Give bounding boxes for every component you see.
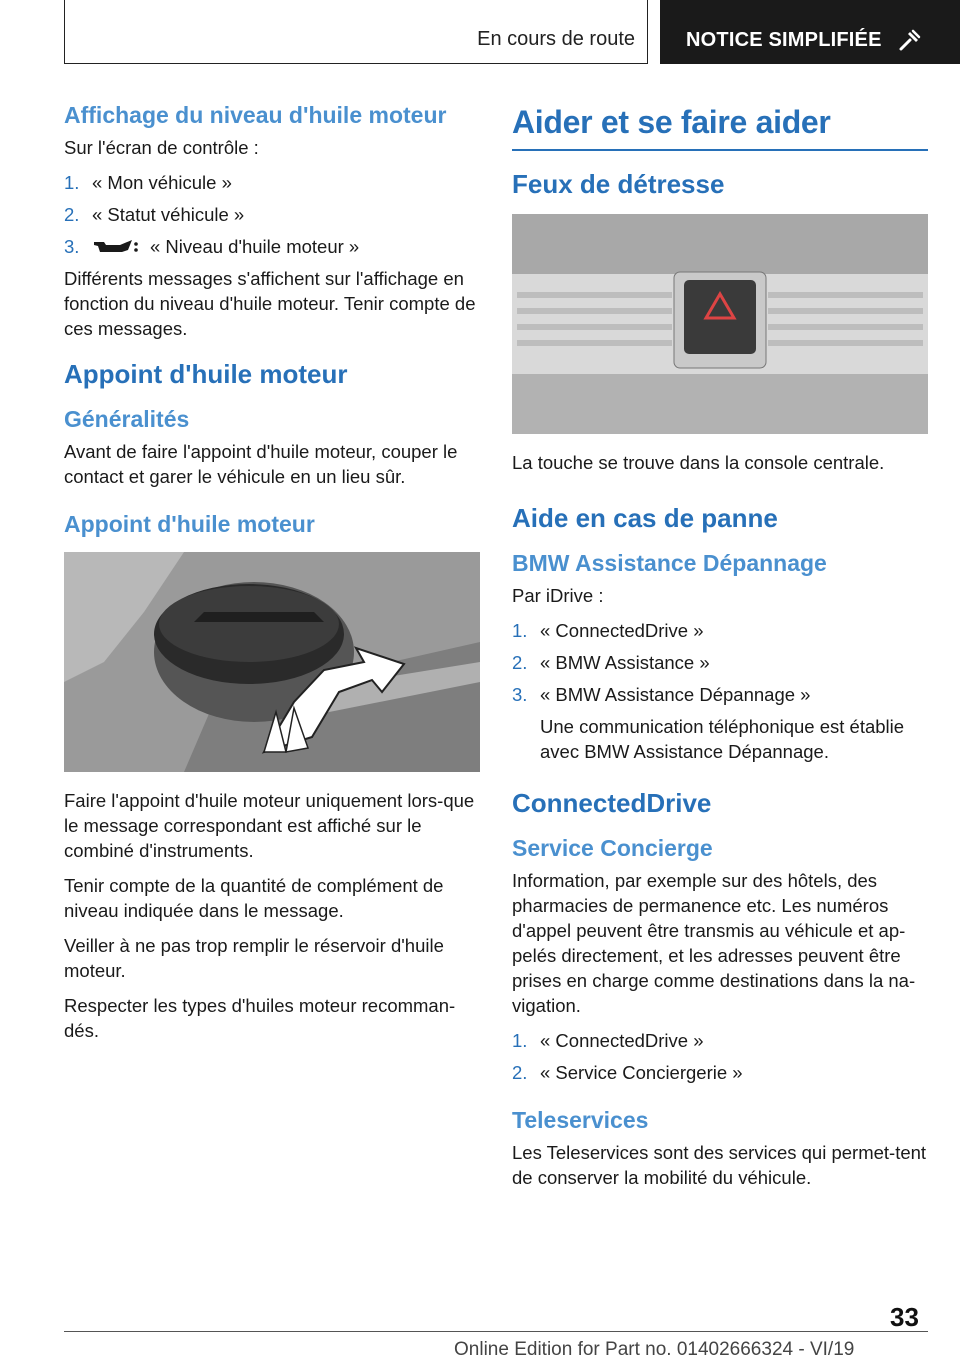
header-badge — [660, 0, 960, 64]
left-column — [64, 100, 480, 1053]
list-number: 2. — [512, 652, 528, 673]
list-text: « BMW Assistance Dépannage » — [540, 684, 811, 705]
heading-affichage: Affichage du niveau d'huile moteur — [64, 102, 447, 128]
oil-cap-image — [64, 552, 480, 772]
list-affichage — [64, 170, 480, 259]
list-item — [512, 682, 928, 707]
heading-aide-panne: Aide en cas de panne — [512, 503, 778, 533]
heading-appoint-sub: Appoint d'huile moteur — [64, 511, 315, 537]
heading-teleservices: Teleservices — [512, 1107, 649, 1133]
list-number: 1. — [64, 172, 80, 193]
list-item — [64, 202, 480, 227]
list-text: « Niveau d'huile moteur » — [150, 236, 360, 257]
heading-connecteddrive: ConnectedDrive — [512, 788, 712, 818]
text-faire: Faire l'appoint d'huile moteur uniquement lors-que le message correspondant est affiché sur le combiné d'instruments. — [64, 790, 475, 861]
header-badge-label: NOTICE SIMPLIFIÉE — [686, 29, 882, 51]
heading-bmw-assistance: BMW Assistance Dépannage — [512, 550, 827, 576]
list-text: « Mon véhicule » — [92, 172, 232, 193]
list-number: 2. — [64, 204, 80, 225]
hazard-switch-image — [512, 214, 928, 434]
right-column — [512, 100, 928, 1200]
header-section-box — [64, 0, 648, 64]
list-item — [512, 618, 928, 643]
heading-service-concierge: Service Concierge — [512, 835, 713, 861]
text-respecter: Respecter les types d'huiles moteur recomman-dés. — [64, 995, 456, 1041]
list-text: « Statut véhicule » — [92, 204, 245, 225]
list-number: 2. — [512, 1062, 528, 1083]
text-sur-ecran: Sur l'écran de contrôle : — [64, 137, 259, 158]
heading-feux: Feux de détresse — [512, 169, 725, 199]
list-item — [512, 650, 928, 675]
text-par-idrive: Par iDrive : — [512, 585, 604, 606]
list-item — [512, 1028, 928, 1053]
list-number: 3. — [64, 236, 80, 257]
text-differents: Différents messages s'affichent sur l'affichage en fonction du niveau d'huile moteur. Tenir compte de ces messages. — [64, 268, 476, 339]
text-communication: Une communication téléphonique est établie avec BMW Assistance Dépannage. — [540, 716, 905, 762]
list-item — [64, 234, 480, 259]
list-text: « ConnectedDrive » — [540, 620, 704, 641]
list-number: 1. — [512, 620, 528, 641]
list-number: 1. — [512, 1030, 528, 1051]
text-information: Information, par exemple sur des hôtels, des pharmacies de permanence etc. Les numéros d'appel peuvent être transmis au véhicule et ap-pelés directement, et les adresses peuvent être prises en charge comme destinations dans la na-vigation. — [512, 870, 916, 1016]
text-touche: La touche se trouve dans la console centrale. — [512, 452, 885, 473]
footer-edition: Online Edition for Part no. 01402666324 - VI/19 — [454, 1339, 855, 1360]
text-teleservices: Les Teleservices sont des services qui permet-tent de conserver la mobilité du véhicule. — [512, 1142, 927, 1188]
header-section-title: En cours de route — [477, 28, 635, 50]
list-number: 3. — [512, 684, 528, 705]
list-item — [64, 170, 480, 195]
text-tenir: Tenir compte de la quantité de complément de niveau indiquée dans le message. — [64, 875, 444, 921]
list-text: « Service Conciergerie » — [540, 1062, 743, 1083]
footer-divider — [64, 1331, 928, 1332]
oil-can-icon — [92, 236, 140, 258]
heading-appoint: Appoint d'huile moteur — [64, 359, 348, 389]
text-avant: Avant de faire l'appoint d'huile moteur, couper le contact et garer le véhicule en un lieu sûr. — [64, 441, 458, 487]
text-veiller: Veiller à ne pas trop remplir le réservoir d'huile moteur. — [64, 935, 444, 981]
list-bmw-assistance — [512, 618, 928, 707]
heading-aider: Aider et se faire aider — [512, 104, 928, 151]
list-text: « ConnectedDrive » — [540, 1030, 704, 1051]
list-concierge — [512, 1028, 928, 1085]
page-number: 33 — [890, 1302, 919, 1332]
heading-generalites: Généralités — [64, 406, 190, 432]
wrench-icon — [898, 28, 922, 52]
list-item — [512, 1060, 928, 1085]
list-text: « BMW Assistance » — [540, 652, 710, 673]
